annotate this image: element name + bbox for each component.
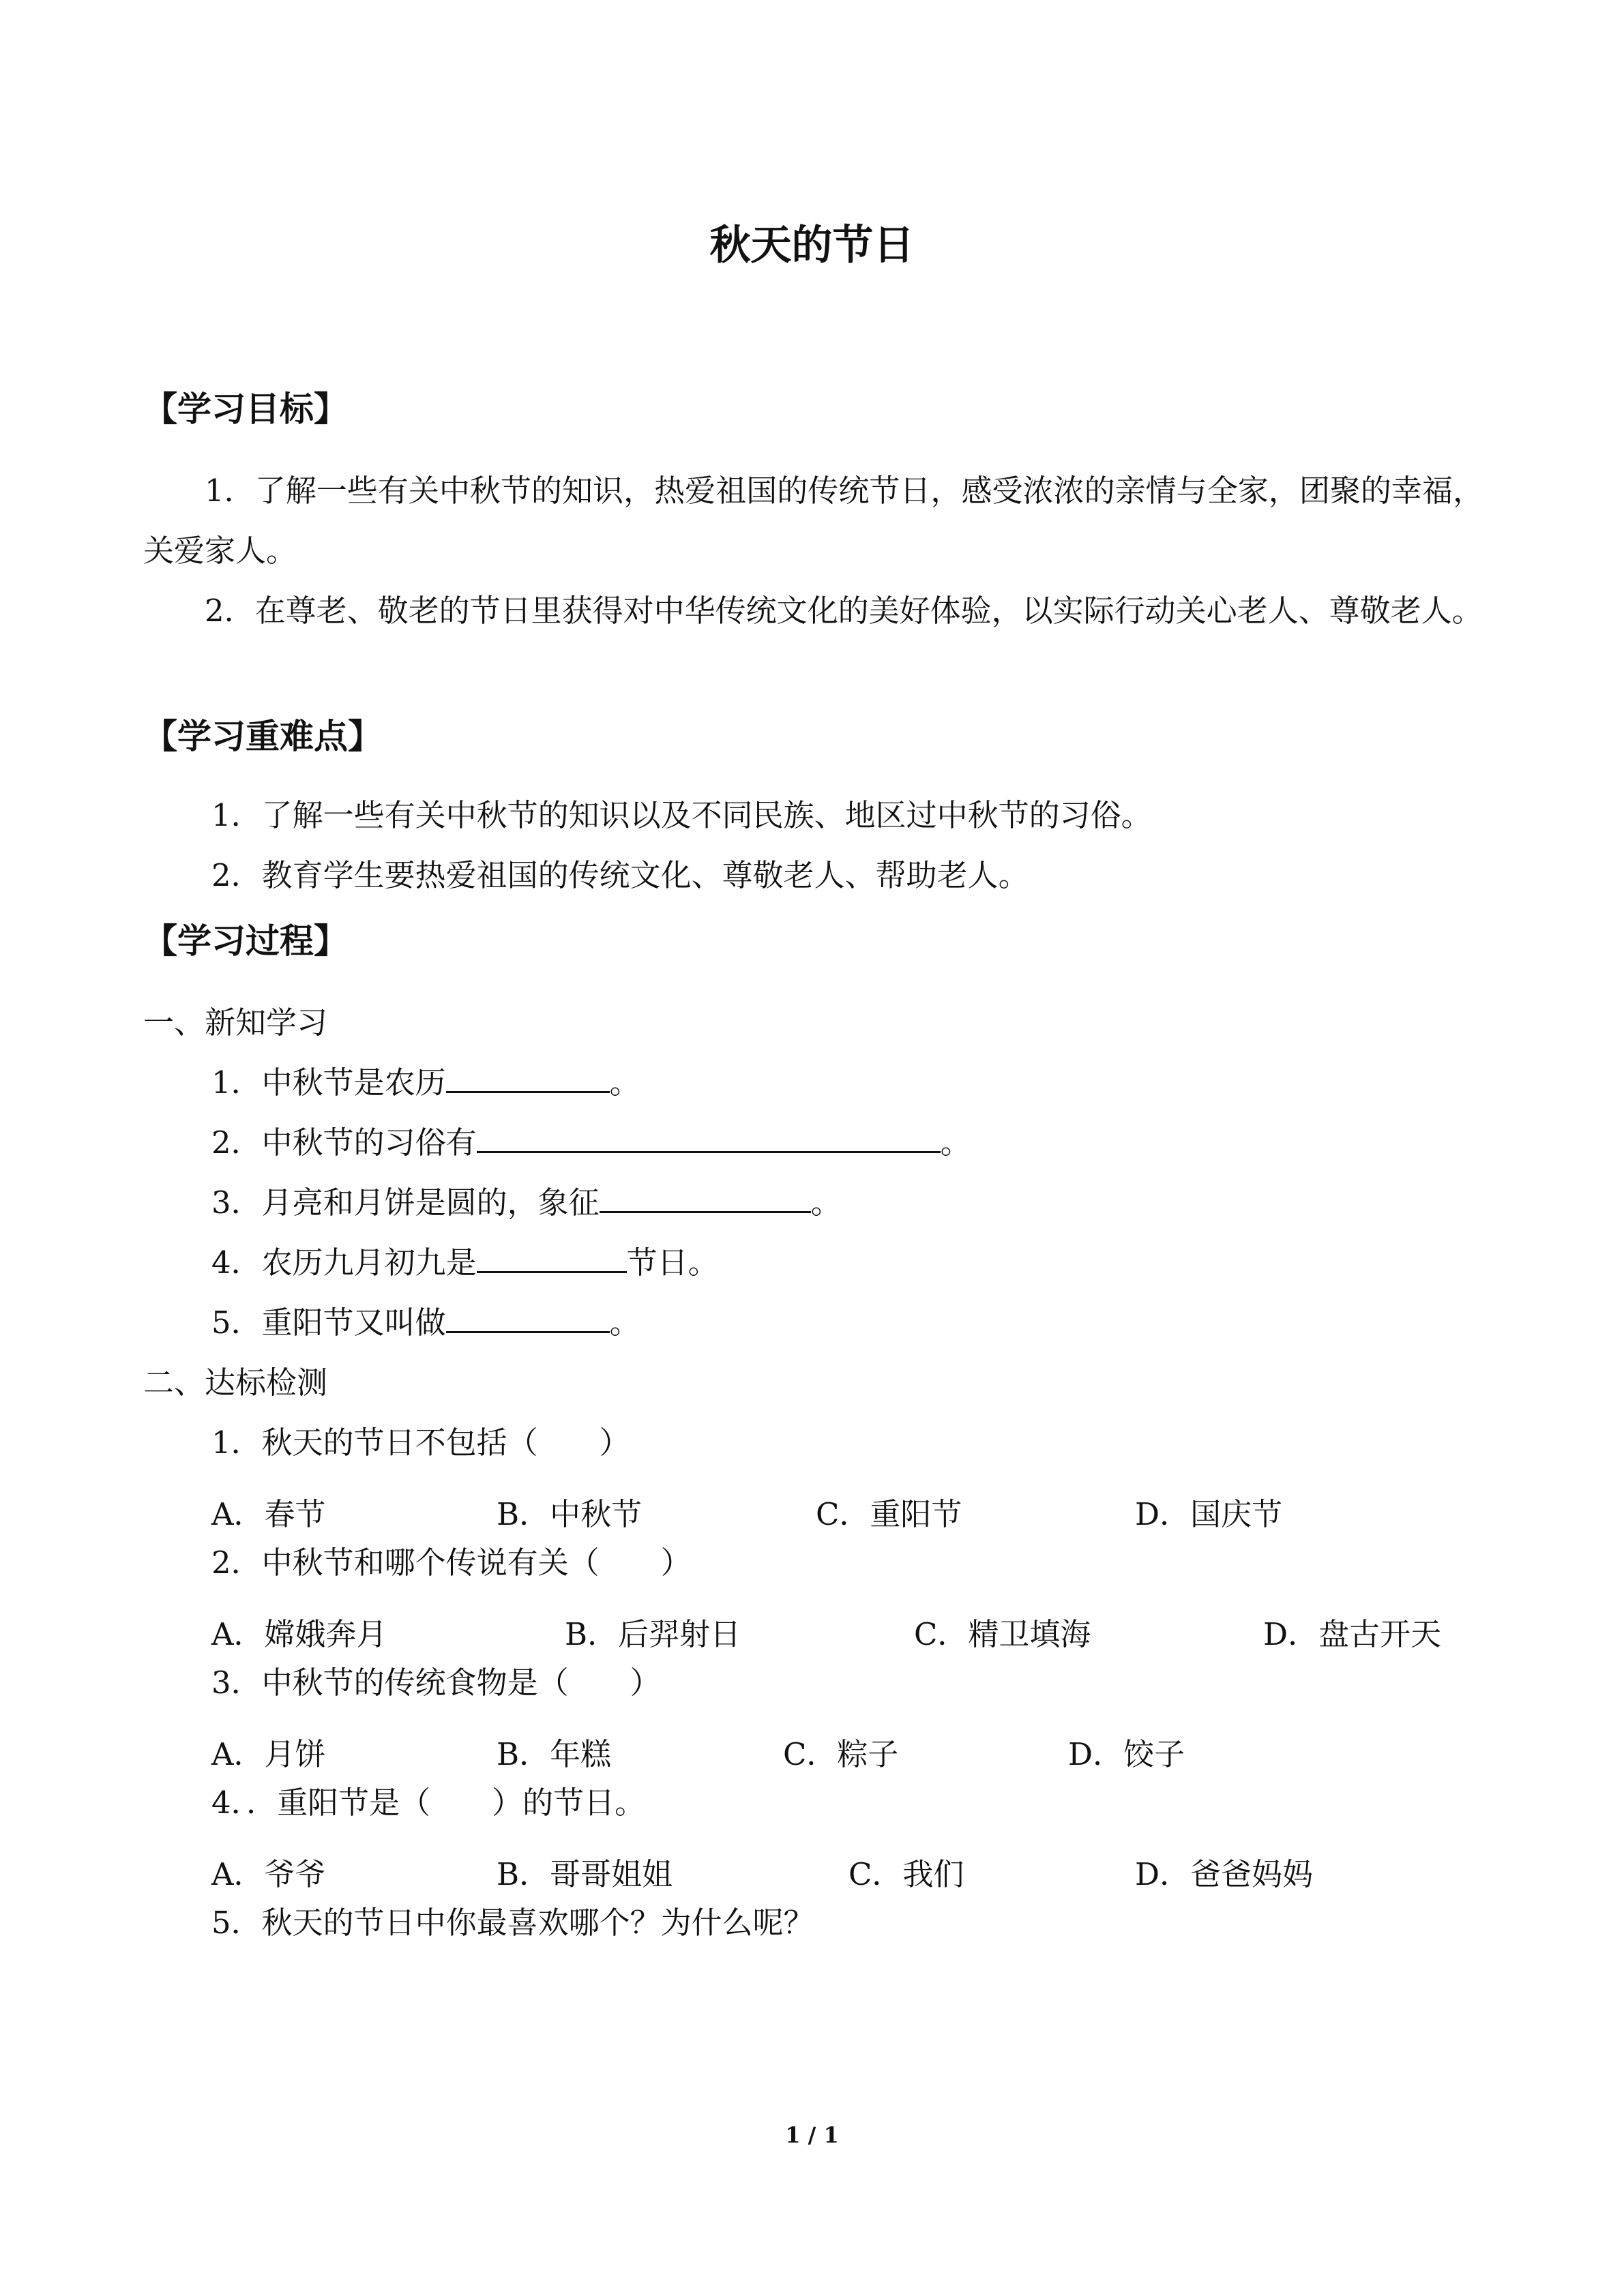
question-3-stem: 3．中秋节的传统食物是（ ）	[211, 1665, 661, 1701]
question-2-option-a[interactable]: A．嫦娥奔月	[211, 1616, 387, 1652]
question-2-option-c[interactable]: C．精卫填海	[914, 1616, 1091, 1652]
answer-blank[interactable]	[600, 1184, 811, 1213]
question-1-stem: 1．秋天的节日不包括（ ）	[211, 1425, 630, 1461]
question-4-option-c[interactable]: C．我们	[848, 1856, 964, 1892]
question-3-option-c[interactable]: C．粽子	[783, 1736, 899, 1772]
page-title: 秋天的节日	[709, 222, 915, 269]
page-number: 1 / 1	[785, 2122, 839, 2148]
question-4-stem: 4．．重阳节是（ ）的节日。	[211, 1785, 646, 1821]
keypoint-item-1: 1．了解一些有关中秋节的知识以及不同民族、地区过中秋节的习俗。	[211, 797, 1152, 833]
answer-blank[interactable]	[446, 1304, 610, 1333]
question-1-option-a[interactable]: A．春节	[211, 1496, 326, 1532]
answer-blank[interactable]	[477, 1244, 627, 1273]
answer-blank[interactable]	[477, 1124, 941, 1153]
section-heading-process: 【学习过程】	[143, 921, 348, 961]
question-2-stem: 2．中秋节和哪个传说有关（ ）	[211, 1545, 692, 1581]
fill-item-3: 3．月亮和月饼是圆的，象征 。	[211, 1184, 842, 1221]
question-1-option-c[interactable]: C．重阳节	[816, 1496, 962, 1532]
question-4-option-a[interactable]: A．爷爷	[211, 1856, 326, 1892]
question-3-option-d[interactable]: D．饺子	[1068, 1736, 1185, 1772]
question-3-option-b[interactable]: B．年糕	[497, 1736, 612, 1772]
section-heading-keypoints: 【学习重难点】	[143, 716, 382, 756]
question-3-option-a[interactable]: A．月饼	[211, 1736, 326, 1772]
fill-item-4: 4．农历九月初九是 节日。	[211, 1244, 719, 1281]
fill-item-2: 2．中秋节的习俗有 。	[211, 1124, 971, 1161]
part2-heading: 二、达标检测	[143, 1365, 328, 1401]
question-5-stem: 5．秋天的节日中你最喜欢哪个？为什么呢？	[211, 1905, 814, 1941]
goal-item-2: 2．在尊老、敬老的节日里获得对中华传统文化的美好体验，以实际行动关心老人、尊敬老人。	[205, 593, 1483, 629]
question-2-option-b[interactable]: B．后羿射日	[565, 1616, 741, 1652]
question-1-option-b[interactable]: B．中秋节	[497, 1496, 643, 1532]
question-2-option-d[interactable]: D．盘古开天	[1263, 1616, 1442, 1652]
part1-heading: 一、新知学习	[143, 1004, 328, 1041]
goal-item-1: 1．了解一些有关中秋节的知识，热爱祖国的传统节日，感受浓浓的亲情与全家，团聚的幸福，关爱家人。	[143, 473, 1483, 569]
keypoint-item-2: 2．教育学生要热爱祖国的传统文化、尊敬老人、帮助老人。	[211, 857, 1029, 893]
fill-item-1: 1．中秋节是农历 。	[211, 1064, 640, 1101]
question-1-option-d[interactable]: D．国庆节	[1135, 1496, 1283, 1532]
question-4-option-b[interactable]: B．哥哥姐姐	[497, 1856, 673, 1892]
section-heading-goals: 【学习目标】	[143, 389, 348, 429]
answer-blank[interactable]	[446, 1064, 610, 1093]
question-4-option-d[interactable]: D．爸爸妈妈	[1135, 1856, 1314, 1892]
fill-item-5: 5．重阳节又叫做 。	[211, 1304, 640, 1341]
